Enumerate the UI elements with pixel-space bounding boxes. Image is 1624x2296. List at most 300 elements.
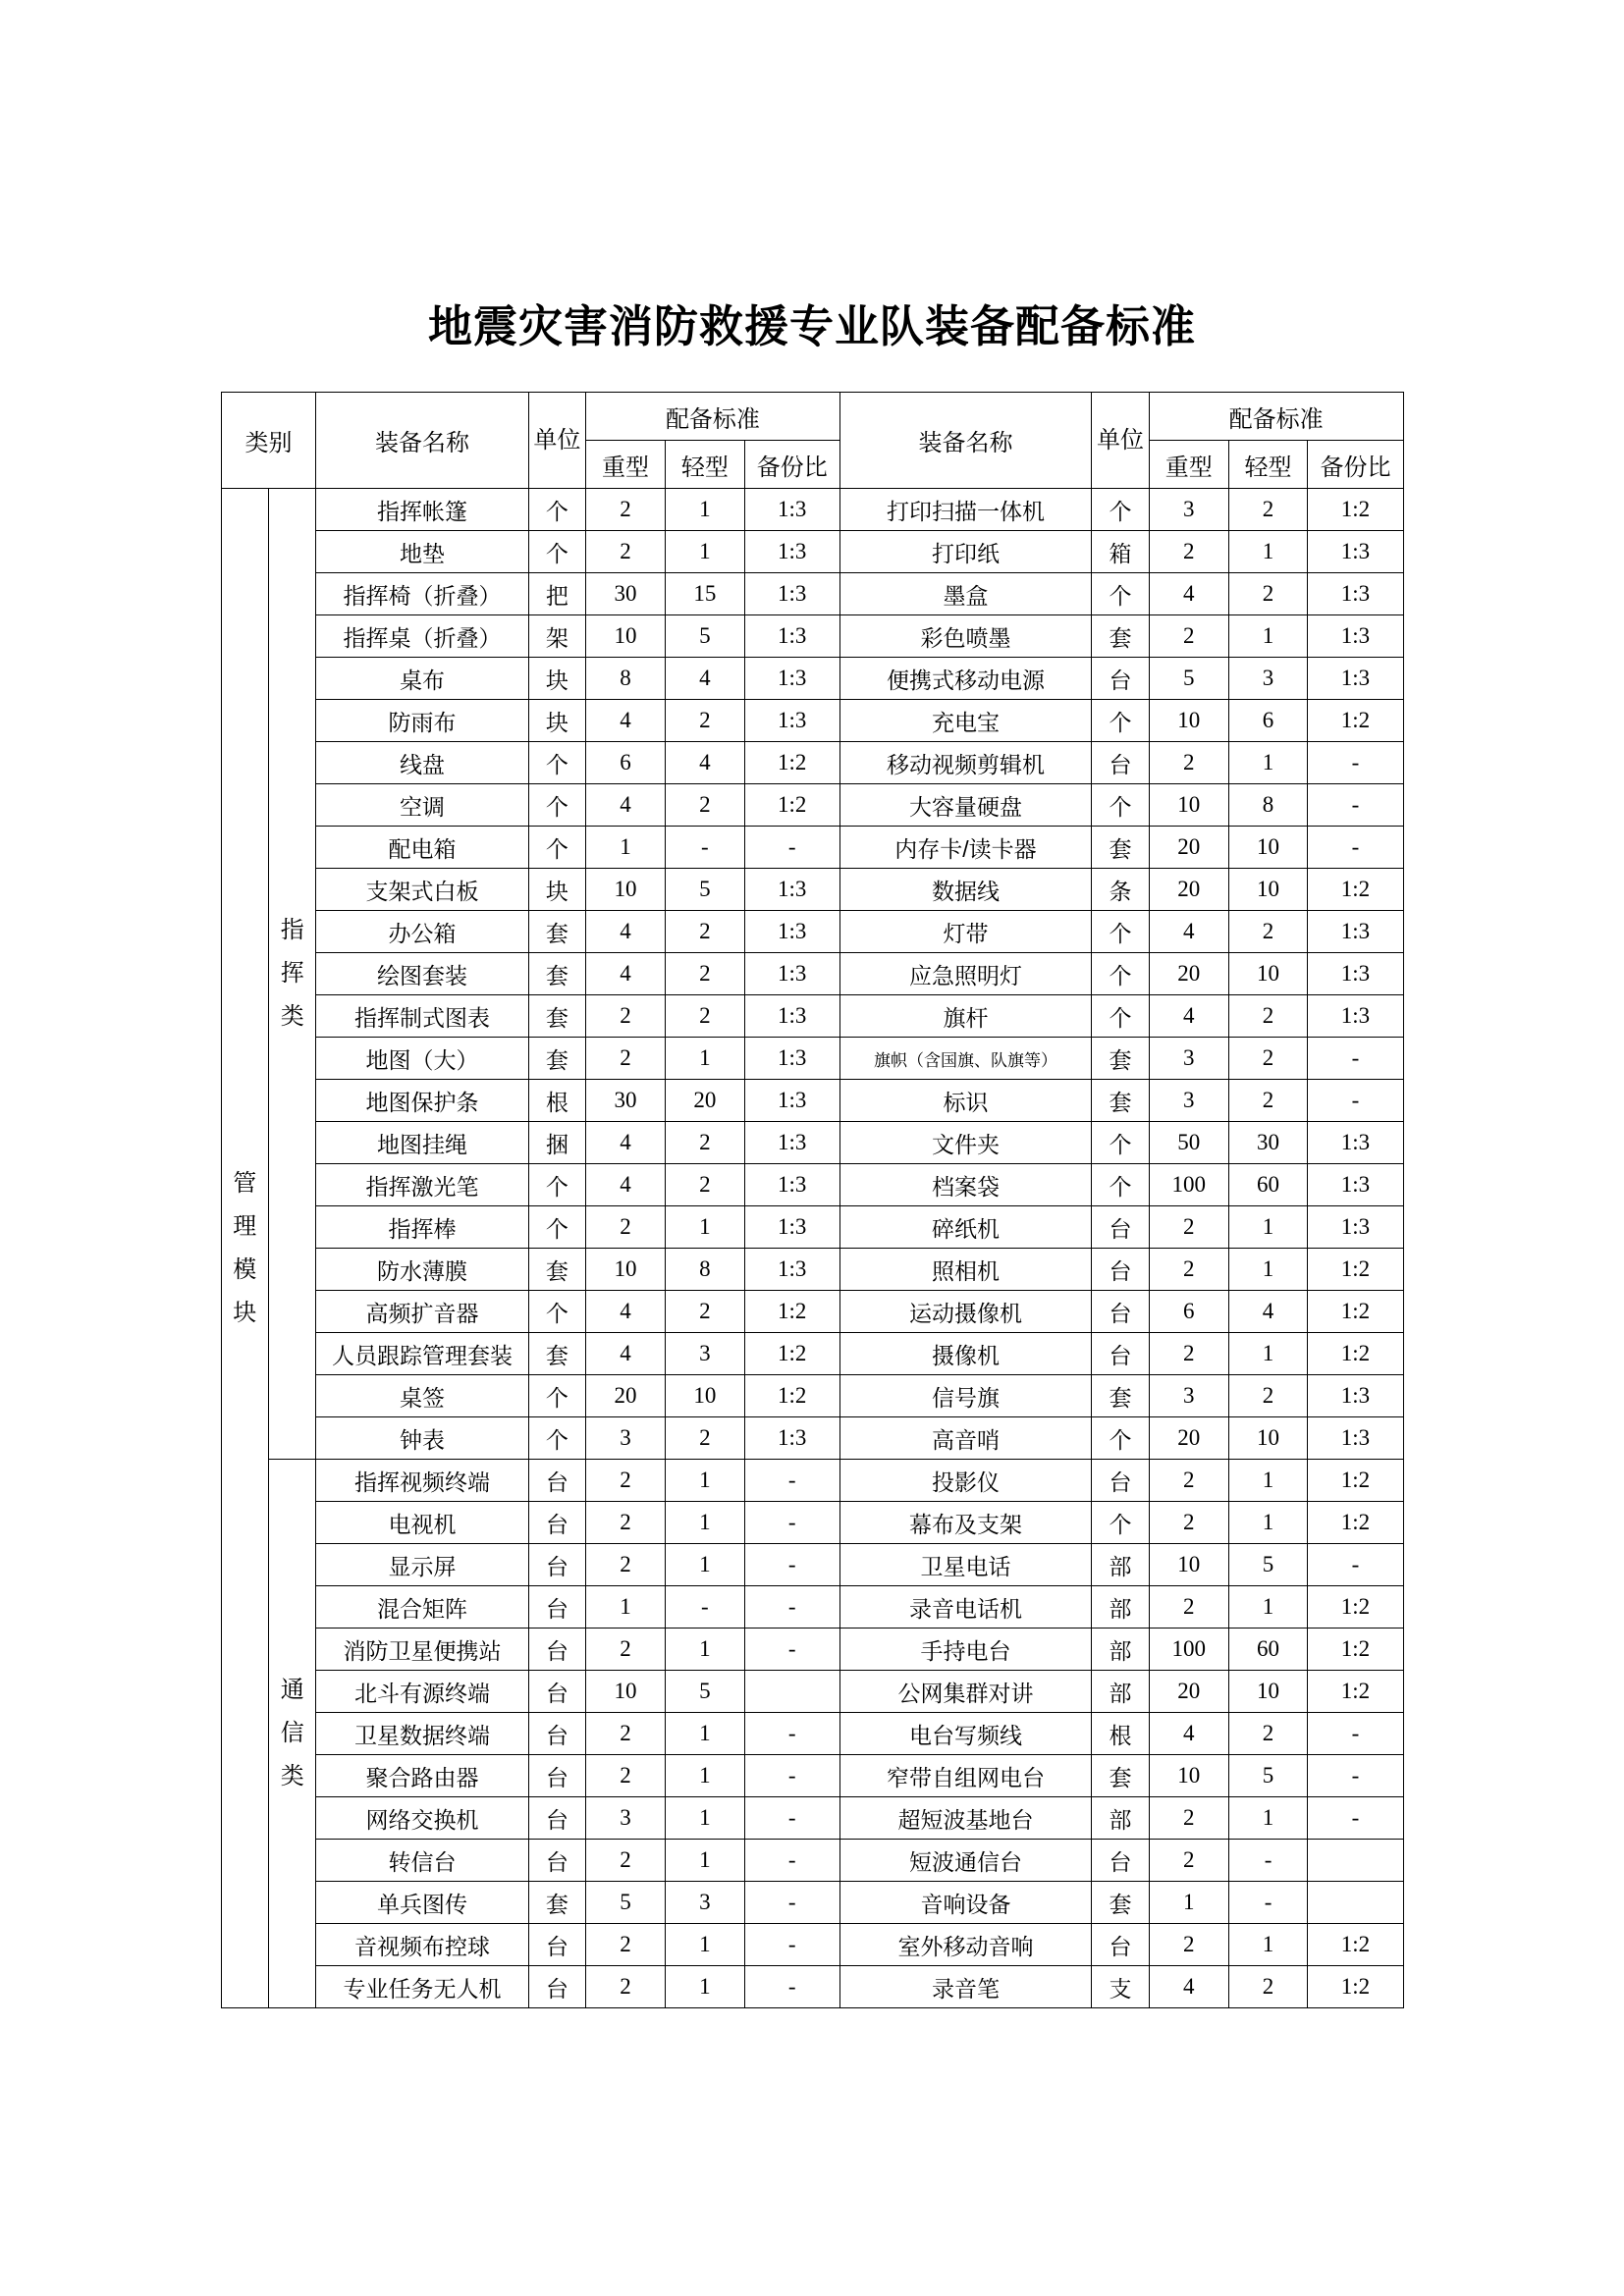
table-row [221, 1038, 1403, 1080]
light-qty-cell: 2 [665, 995, 744, 1038]
heavy-qty-cell: 10 [586, 869, 666, 911]
heavy-qty-cell: 3 [586, 1797, 666, 1840]
heavy-qty-cell: 2 [1149, 1924, 1228, 1966]
backup-ratio-cell: 1:3 [744, 658, 839, 700]
unit-cell: 套 [1092, 1375, 1150, 1417]
backup-ratio-cell: - [1308, 1544, 1403, 1586]
light-qty-cell: 1 [665, 1038, 744, 1080]
equipment-name-cell: 混合矩阵 [316, 1586, 528, 1629]
unit-cell: 部 [1092, 1797, 1150, 1840]
light-qty-cell: 1 [665, 1502, 744, 1544]
equipment-name-cell: 防水薄膜 [316, 1249, 528, 1291]
heavy-qty-cell: 2 [1149, 1797, 1228, 1840]
heavy-qty-cell: 2 [1149, 1249, 1228, 1291]
equipment-name-cell: 标识 [839, 1080, 1092, 1122]
unit-cell: 部 [1092, 1544, 1150, 1586]
equipment-name-cell: 钟表 [316, 1417, 528, 1460]
light-qty-cell: 15 [665, 573, 744, 615]
equipment-name-cell: 打印纸 [839, 531, 1092, 573]
equipment-name-cell: 消防卫星便携站 [316, 1629, 528, 1671]
unit-cell: 台 [1092, 1291, 1150, 1333]
heavy-qty-cell: 10 [1149, 784, 1228, 827]
backup-ratio-cell: 1:2 [1308, 1333, 1403, 1375]
light-qty-cell: 30 [1228, 1122, 1308, 1164]
backup-ratio-cell: 1:3 [1308, 1206, 1403, 1249]
light-qty-cell: 2 [1228, 1080, 1308, 1122]
unit-cell: 块 [528, 700, 586, 742]
heavy-qty-cell: 10 [586, 1671, 666, 1713]
table-row [221, 1671, 1403, 1713]
light-qty-cell: 1 [1228, 1206, 1308, 1249]
light-qty-cell: - [1228, 1840, 1308, 1882]
backup-ratio-cell: 1:3 [744, 995, 839, 1038]
table-row [221, 1840, 1403, 1882]
unit-cell: 套 [1092, 1038, 1150, 1080]
backup-ratio-cell: 1:2 [1308, 700, 1403, 742]
equipment-name-cell: 高音哨 [839, 1417, 1092, 1460]
heavy-header: 重型 [586, 441, 666, 489]
backup-ratio-cell: 1:3 [744, 615, 839, 658]
backup-ratio-cell: - [1308, 784, 1403, 827]
backup-ratio-cell: - [1308, 1713, 1403, 1755]
backup-ratio-cell: - [1308, 1080, 1403, 1122]
light-qty-cell: 2 [1228, 489, 1308, 531]
light-qty-cell: 6 [1228, 700, 1308, 742]
backup-ratio-cell: 1:2 [744, 1375, 839, 1417]
light-header: 轻型 [665, 441, 744, 489]
heavy-qty-cell: 3 [1149, 1375, 1228, 1417]
light-qty-cell: 5 [1228, 1544, 1308, 1586]
equipment-name-cell: 地图挂绳 [316, 1122, 528, 1164]
backup-ratio-cell: 1:3 [744, 1038, 839, 1080]
equipment-name-cell: 桌布 [316, 658, 528, 700]
equipment-name-cell: 数据线 [839, 869, 1092, 911]
light-qty-cell: 2 [665, 784, 744, 827]
unit-cell: 台 [1092, 658, 1150, 700]
equipment-name-cell: 音响设备 [839, 1882, 1092, 1924]
heavy-qty-cell: 2 [586, 1755, 666, 1797]
backup-ratio-cell: 1:2 [744, 1291, 839, 1333]
equipment-name-cell: 电视机 [316, 1502, 528, 1544]
backup-ratio-cell: 1:3 [744, 953, 839, 995]
unit-cell: 个 [528, 489, 586, 531]
equipment-name-cell: 幕布及支架 [839, 1502, 1092, 1544]
heavy-qty-cell: 2 [586, 1038, 666, 1080]
equipment-name-cell: 配电箱 [316, 827, 528, 869]
heavy-qty-cell: 2 [586, 1460, 666, 1502]
equipment-name-cell: 地图保护条 [316, 1080, 528, 1122]
heavy-qty-cell: 2 [586, 531, 666, 573]
unit-cell: 台 [528, 1797, 586, 1840]
table-row [221, 953, 1403, 995]
heavy-qty-cell: 20 [1149, 827, 1228, 869]
light-qty-cell: 2 [665, 953, 744, 995]
unit-cell: 套 [528, 995, 586, 1038]
backup-ratio-cell: 1:2 [744, 742, 839, 784]
table-row [221, 1333, 1403, 1375]
light-qty-cell: 1 [665, 1755, 744, 1797]
equipment-name-cell: 信号旗 [839, 1375, 1092, 1417]
heavy-qty-cell: 2 [586, 1840, 666, 1882]
heavy-qty-cell: 4 [1149, 1966, 1228, 2008]
light-qty-cell: 1 [665, 1966, 744, 2008]
equipment-name-cell: 短波通信台 [839, 1840, 1092, 1882]
unit-cell: 套 [1092, 1080, 1150, 1122]
table-row [221, 1629, 1403, 1671]
backup-ratio-cell: 1:3 [1308, 531, 1403, 573]
unit-cell: 架 [528, 615, 586, 658]
unit-cell: 捆 [528, 1122, 586, 1164]
equipment-name-cell: 地垫 [316, 531, 528, 573]
equipment-name-cell: 内存卡/读卡器 [839, 827, 1092, 869]
light-qty-cell: 2 [665, 911, 744, 953]
light-qty-cell: 2 [665, 1164, 744, 1206]
equipment-name-cell: 旗杆 [839, 995, 1092, 1038]
heavy-qty-cell: 2 [586, 1544, 666, 1586]
heavy-qty-cell: 4 [1149, 995, 1228, 1038]
table-row [221, 1122, 1403, 1164]
table-row [221, 1417, 1403, 1460]
backup-ratio-cell: 1:3 [1308, 953, 1403, 995]
table-row [221, 1797, 1403, 1840]
equipment-name-cell: 绘图套装 [316, 953, 528, 995]
heavy-qty-cell: 4 [1149, 911, 1228, 953]
table-row [221, 573, 1403, 615]
light-qty-cell: - [665, 827, 744, 869]
backup-ratio-cell: - [744, 1460, 839, 1502]
heavy-qty-cell: 4 [586, 1291, 666, 1333]
equipment-name-cell: 指挥帐篷 [316, 489, 528, 531]
heavy-qty-cell: 2 [586, 1713, 666, 1755]
light-qty-cell: 1 [665, 531, 744, 573]
unit-cell: 个 [1092, 1417, 1150, 1460]
light-qty-cell: 10 [1228, 1671, 1308, 1713]
heavy-qty-cell: 10 [586, 1249, 666, 1291]
table-row [221, 869, 1403, 911]
table-body [221, 489, 1403, 2008]
heavy-qty-cell: 2 [586, 1966, 666, 2008]
table-row [221, 1924, 1403, 1966]
light-qty-cell: 1 [1228, 742, 1308, 784]
backup-ratio-cell: - [744, 1966, 839, 2008]
unit-cell: 个 [528, 784, 586, 827]
backup-ratio-cell: - [1308, 827, 1403, 869]
equipment-name-cell: 打印扫描一体机 [839, 489, 1092, 531]
unit-cell: 套 [1092, 1882, 1150, 1924]
light-qty-cell: 20 [665, 1080, 744, 1122]
equipment-name-cell: 高频扩音器 [316, 1291, 528, 1333]
equipment-name-cell: 显示屏 [316, 1544, 528, 1586]
table-row [221, 700, 1403, 742]
unit-cell: 台 [1092, 1333, 1150, 1375]
heavy-qty-cell: 4 [1149, 573, 1228, 615]
table-row [221, 1713, 1403, 1755]
backup-ratio-cell: 1:2 [1308, 1502, 1403, 1544]
unit-cell: 台 [1092, 1840, 1150, 1882]
backup-ratio-cell: 1:2 [1308, 1924, 1403, 1966]
backup-ratio-cell: 1:2 [744, 1333, 839, 1375]
unit-cell: 个 [528, 1164, 586, 1206]
unit-cell: 套 [1092, 827, 1150, 869]
heavy-qty-cell: 20 [586, 1375, 666, 1417]
equipment-name-cell: 移动视频剪辑机 [839, 742, 1092, 784]
equipment-name-cell: 支架式白板 [316, 869, 528, 911]
unit-cell: 台 [528, 1586, 586, 1629]
backup-ratio-header: 备份比 [1308, 441, 1403, 489]
heavy-qty-cell: 2 [1149, 1333, 1228, 1375]
equipment-name-cell: 录音笔 [839, 1966, 1092, 2008]
heavy-qty-cell: 30 [586, 573, 666, 615]
heavy-qty-cell: 10 [586, 615, 666, 658]
equipment-name-cell: 防雨布 [316, 700, 528, 742]
table-row [221, 1080, 1403, 1122]
equipment-name-cell: 充电宝 [839, 700, 1092, 742]
light-qty-cell: 3 [1228, 658, 1308, 700]
light-qty-cell: 1 [665, 1713, 744, 1755]
heavy-qty-cell: 4 [586, 700, 666, 742]
heavy-qty-cell: 6 [586, 742, 666, 784]
unit-cell: 台 [528, 1840, 586, 1882]
light-qty-cell: 2 [1228, 573, 1308, 615]
table-row [221, 1164, 1403, 1206]
unit-cell: 套 [528, 1249, 586, 1291]
light-qty-cell: 1 [1228, 1502, 1308, 1544]
backup-ratio-cell: 1:3 [1308, 1122, 1403, 1164]
table-row [221, 1249, 1403, 1291]
heavy-qty-cell: 2 [1149, 1206, 1228, 1249]
unit-cell: 部 [1092, 1629, 1150, 1671]
unit-cell: 个 [1092, 953, 1150, 995]
backup-ratio-cell: 1:2 [1308, 1586, 1403, 1629]
light-qty-cell: 2 [1228, 1966, 1308, 2008]
table-row [221, 1502, 1403, 1544]
backup-ratio-cell: 1:3 [744, 1417, 839, 1460]
backup-ratio-cell: 1:3 [744, 489, 839, 531]
backup-ratio-cell: 1:2 [744, 784, 839, 827]
heavy-qty-cell: 30 [586, 1080, 666, 1122]
backup-ratio-cell: - [744, 1840, 839, 1882]
equipment-name-cell: 录音电话机 [839, 1586, 1092, 1629]
equipment-name-cell: 投影仪 [839, 1460, 1092, 1502]
light-qty-cell: 2 [665, 1122, 744, 1164]
light-qty-cell: 1 [665, 1460, 744, 1502]
backup-ratio-cell: 1:2 [1308, 1291, 1403, 1333]
unit-cell: 个 [528, 531, 586, 573]
backup-ratio-cell: - [744, 1629, 839, 1671]
light-qty-cell: 4 [665, 658, 744, 700]
heavy-qty-cell: 8 [586, 658, 666, 700]
backup-ratio-cell: 1:3 [744, 1164, 839, 1206]
unit-cell: 台 [528, 1460, 586, 1502]
unit-cell: 台 [1092, 742, 1150, 784]
unit-cell: 个 [528, 827, 586, 869]
unit-cell: 台 [528, 1755, 586, 1797]
unit-cell: 把 [528, 573, 586, 615]
equipment-name-cell: 室外移动音响 [839, 1924, 1092, 1966]
unit-cell: 个 [1092, 489, 1150, 531]
heavy-qty-cell: 4 [1149, 1713, 1228, 1755]
unit-cell: 个 [528, 1375, 586, 1417]
table-row [221, 658, 1403, 700]
backup-ratio-cell: 1:3 [744, 1249, 839, 1291]
light-qty-cell: 8 [665, 1249, 744, 1291]
unit-cell: 个 [1092, 700, 1150, 742]
unit-cell: 台 [528, 1713, 586, 1755]
heavy-qty-cell: 3 [1149, 489, 1228, 531]
backup-ratio-cell: 1:3 [744, 700, 839, 742]
unit-cell: 部 [1092, 1586, 1150, 1629]
unit-cell: 个 [1092, 1502, 1150, 1544]
equipment-name-cell: 网络交换机 [316, 1797, 528, 1840]
heavy-qty-cell: 2 [586, 1206, 666, 1249]
table-row [221, 489, 1403, 531]
light-qty-cell: 1 [1228, 615, 1308, 658]
backup-ratio-cell: - [1308, 1755, 1403, 1797]
light-qty-cell: 1 [1228, 1586, 1308, 1629]
table-row [221, 1375, 1403, 1417]
heavy-qty-cell: 3 [586, 1417, 666, 1460]
unit-cell: 台 [1092, 1924, 1150, 1966]
unit-cell: 个 [1092, 911, 1150, 953]
unit-cell: 套 [528, 1882, 586, 1924]
backup-ratio-cell: - [744, 1502, 839, 1544]
unit-cell: 个 [1092, 995, 1150, 1038]
backup-ratio-cell: - [1308, 1797, 1403, 1840]
equipment-name-cell: 照相机 [839, 1249, 1092, 1291]
equipment-name-cell: 超短波基地台 [839, 1797, 1092, 1840]
backup-ratio-cell: 1:3 [744, 869, 839, 911]
heavy-qty-cell: 2 [586, 489, 666, 531]
light-qty-cell: 3 [665, 1333, 744, 1375]
backup-ratio-cell: - [744, 1882, 839, 1924]
backup-ratio-cell: 1:2 [1308, 1966, 1403, 2008]
equipment-name-cell: 卫星电话 [839, 1544, 1092, 1586]
backup-ratio-cell: - [1308, 1038, 1403, 1080]
equipment-name-cell: 手持电台 [839, 1629, 1092, 1671]
backup-ratio-cell: 1:3 [744, 573, 839, 615]
unit-cell: 台 [1092, 1460, 1150, 1502]
light-qty-cell: 10 [1228, 827, 1308, 869]
light-qty-cell: 1 [1228, 1249, 1308, 1291]
heavy-qty-cell: 1 [1149, 1882, 1228, 1924]
table-row [221, 995, 1403, 1038]
table-row [221, 784, 1403, 827]
backup-ratio-cell: 1:3 [744, 531, 839, 573]
unit-cell: 台 [1092, 1206, 1150, 1249]
table-row [221, 1291, 1403, 1333]
backup-ratio-cell: - [1308, 742, 1403, 784]
light-qty-cell: 2 [1228, 1713, 1308, 1755]
table-row [221, 827, 1403, 869]
unit-cell: 套 [528, 1038, 586, 1080]
standard-header: 配备标准 [1149, 393, 1403, 441]
equipment-name-cell: 电台写频线 [839, 1713, 1092, 1755]
unit-cell: 台 [528, 1924, 586, 1966]
light-qty-cell: 5 [665, 615, 744, 658]
backup-ratio-cell: 1:2 [1308, 1249, 1403, 1291]
equipment-name-cell: 北斗有源终端 [316, 1671, 528, 1713]
heavy-qty-cell: 2 [1149, 615, 1228, 658]
light-qty-cell: 5 [1228, 1755, 1308, 1797]
heavy-qty-cell: 2 [1149, 531, 1228, 573]
equipment-name-cell: 指挥椅（折叠） [316, 573, 528, 615]
light-qty-cell: 60 [1228, 1164, 1308, 1206]
unit-header: 单位 [1092, 393, 1150, 489]
light-qty-cell: 2 [665, 1291, 744, 1333]
light-qty-cell: 8 [1228, 784, 1308, 827]
unit-cell: 套 [1092, 615, 1150, 658]
standard-header: 配备标准 [586, 393, 840, 441]
unit-cell: 个 [528, 1206, 586, 1249]
heavy-qty-cell: 3 [1149, 1080, 1228, 1122]
light-qty-cell: 4 [1228, 1291, 1308, 1333]
light-qty-cell: 1 [1228, 1797, 1308, 1840]
heavy-qty-cell: 2 [586, 1629, 666, 1671]
light-qty-cell: 2 [665, 700, 744, 742]
heavy-qty-cell: 20 [1149, 953, 1228, 995]
light-qty-cell: 1 [1228, 531, 1308, 573]
backup-ratio-cell [1308, 1882, 1403, 1924]
equipment-name-cell: 指挥制式图表 [316, 995, 528, 1038]
backup-ratio-cell: 1:3 [1308, 573, 1403, 615]
light-qty-cell: 1 [665, 1840, 744, 1882]
heavy-qty-cell: 3 [1149, 1038, 1228, 1080]
page-title: 地震灾害消防救援专业队装备配备标准 [427, 301, 1196, 351]
unit-cell: 支 [1092, 1966, 1150, 2008]
heavy-qty-cell: 20 [1149, 869, 1228, 911]
heavy-qty-cell: 2 [586, 995, 666, 1038]
light-qty-cell: 1 [665, 1629, 744, 1671]
heavy-qty-cell: 2 [1149, 1840, 1228, 1882]
light-qty-cell: 1 [665, 1924, 744, 1966]
heavy-qty-cell: 20 [1149, 1671, 1228, 1713]
unit-cell: 台 [1092, 1249, 1150, 1291]
heavy-qty-cell: 2 [1149, 1460, 1228, 1502]
heavy-qty-cell: 5 [586, 1882, 666, 1924]
equipment-name-cell: 人员跟踪管理套装 [316, 1333, 528, 1375]
unit-cell: 套 [1092, 1755, 1150, 1797]
equipment-name-cell: 文件夹 [839, 1122, 1092, 1164]
equipment-name-cell: 彩色喷墨 [839, 615, 1092, 658]
equipment-name-cell: 运动摄像机 [839, 1291, 1092, 1333]
light-qty-cell: 3 [665, 1882, 744, 1924]
backup-ratio-cell: 1:2 [1308, 1671, 1403, 1713]
backup-ratio-cell: 1:3 [1308, 1417, 1403, 1460]
equipment-name-cell: 单兵图传 [316, 1882, 528, 1924]
unit-cell: 台 [528, 1502, 586, 1544]
heavy-qty-cell: 2 [1149, 1586, 1228, 1629]
backup-ratio-cell: 1:2 [1308, 489, 1403, 531]
header-row-top [221, 393, 1403, 441]
unit-cell: 个 [528, 1291, 586, 1333]
light-qty-cell: 1 [665, 1797, 744, 1840]
table-row [221, 1460, 1403, 1502]
heavy-qty-cell: 100 [1149, 1629, 1228, 1671]
unit-cell: 根 [1092, 1713, 1150, 1755]
table-row [221, 1206, 1403, 1249]
equipment-name-cell: 公网集群对讲 [839, 1671, 1092, 1713]
light-qty-cell: 10 [1228, 953, 1308, 995]
equipment-name-cell: 碎纸机 [839, 1206, 1092, 1249]
unit-cell: 台 [528, 1671, 586, 1713]
heavy-qty-cell: 1 [586, 827, 666, 869]
equipment-name-cell: 旗帜（含国旗、队旗等） [839, 1038, 1092, 1080]
equipment-name-cell: 档案袋 [839, 1164, 1092, 1206]
unit-header: 单位 [528, 393, 586, 489]
equipment-name-cell: 地图（大） [316, 1038, 528, 1080]
unit-cell: 台 [528, 1629, 586, 1671]
heavy-qty-cell: 100 [1149, 1164, 1228, 1206]
